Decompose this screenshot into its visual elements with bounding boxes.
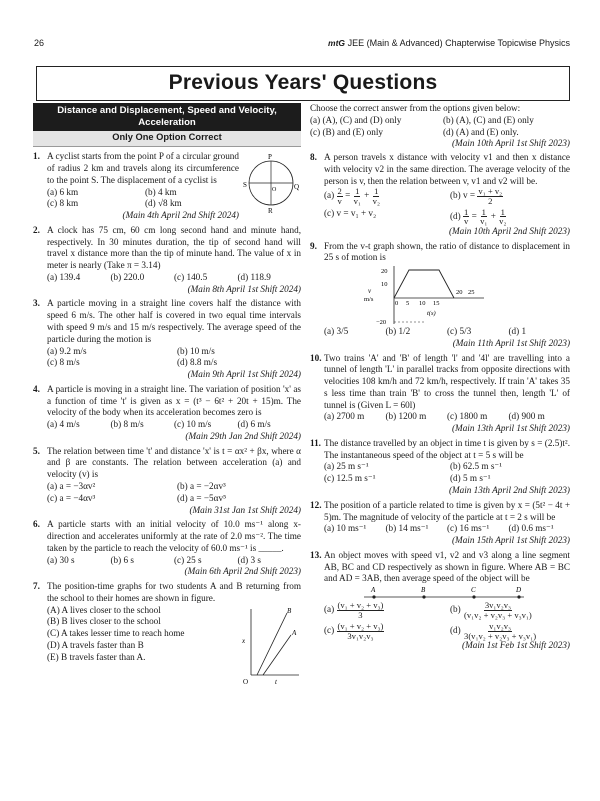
section-subheading: Only One Option Correct bbox=[33, 131, 301, 147]
options bbox=[47, 187, 237, 211]
option-c: (c) (B) and (E) only bbox=[310, 126, 383, 137]
question-9 bbox=[310, 241, 570, 350]
option-b: (b) a = −2αv³ bbox=[177, 480, 226, 491]
line-a-label: A bbox=[292, 628, 297, 637]
point-s-label: S bbox=[243, 181, 247, 190]
option-a: (a) 6 km bbox=[47, 186, 79, 197]
option-a: (a) 2700 m bbox=[324, 411, 365, 422]
option-d: (d) a = −5αv⁵ bbox=[177, 492, 227, 503]
x-axis-label: x bbox=[242, 636, 246, 645]
x-tick-20: 20 bbox=[456, 289, 463, 297]
position-time-graph bbox=[239, 605, 301, 685]
question-text: A particle starts with an initial velocity of 10.0 ms⁻¹ along x-direction and accelerates uniformly at the rate of 2.0 ms⁻². The time taken by the particle to reach the velocity of 60.0 ms⁻¹ is _____. bbox=[47, 519, 301, 553]
option-d: (d) 118.9 bbox=[237, 271, 271, 282]
option-b: (b) 62.5 m s⁻¹ bbox=[450, 461, 503, 472]
question-number: 13. bbox=[310, 549, 322, 560]
question-number: 7. bbox=[33, 581, 40, 592]
option-c: (c) 1800 m bbox=[447, 411, 488, 422]
y-tick-20: 20 bbox=[381, 268, 388, 276]
question-source: (Main 10th April 1st Shift 2023) bbox=[452, 138, 570, 149]
right-column bbox=[310, 103, 570, 655]
question-8 bbox=[310, 152, 570, 237]
question-source: (Main 6th April 2nd Shift 2023) bbox=[184, 566, 301, 577]
options bbox=[324, 411, 570, 423]
line-b-label: B bbox=[287, 606, 292, 615]
x-tick-25: 25 bbox=[468, 289, 475, 297]
option-b: (b) 14 ms⁻¹ bbox=[385, 523, 429, 534]
option-d: (d) 0.6 ms⁻¹ bbox=[508, 523, 554, 534]
options bbox=[324, 601, 570, 640]
question-number: 3. bbox=[33, 298, 40, 309]
question-4 bbox=[33, 384, 301, 443]
question-1 bbox=[33, 151, 301, 222]
point-p-label: P bbox=[268, 153, 272, 162]
question-text: A particle is moving in a straight line. The variation of position 'x' as a function of time 't' is given as x = (t³ − 6t² + 20t + 15)m. The velocity of the body when its acceleration becomes zero is bbox=[47, 383, 301, 418]
x-tick-15: 15 bbox=[433, 300, 440, 308]
option-a: (a) 139.4 bbox=[47, 271, 81, 282]
point-d-label: D bbox=[516, 586, 522, 595]
option-d: (d) 1 bbox=[508, 326, 527, 337]
choose-instruction: Choose the correct answer from the options given below: bbox=[310, 103, 521, 113]
question-text: An object moves with speed v1, v2 and v3 along a line segment AB, BC and CD respectively as shown in figure. Where AB = BC and AD = 3AB, then average speed of the object will be bbox=[324, 549, 570, 584]
point-a-label: A bbox=[371, 586, 376, 595]
option-c: (c) a = −4αv³ bbox=[47, 492, 96, 503]
option-c: (c) 8 m/s bbox=[47, 357, 80, 368]
option-a: (a) 9.2 m/s bbox=[47, 345, 87, 356]
question-text: The position-time graphs for two students A and B returning from the school to their homes are shown in figure. bbox=[47, 581, 301, 603]
section-heading: Distance and Displacement, Speed and Velocity, Acceleration bbox=[33, 103, 301, 131]
options bbox=[324, 187, 570, 225]
point-c-label: C bbox=[471, 586, 476, 595]
option-a: (a) 10 ms⁻¹ bbox=[324, 523, 367, 534]
question-text: Two trains 'A' and 'B' of length 'l' and '4l' are travelling into a tunnel of length 'L' in parallel tracks from opposite directions with velocities 108 km/h and 72 km/h, respectively. If train 'A' takes 35 s less time than train 'B' to cross the tunnel then, length 'L' of tunnel is (Given L = 60l) bbox=[324, 352, 570, 410]
question-text: From the v-t graph shown, the ratio of distance to displacement in 25 s of motion is bbox=[324, 240, 570, 263]
question-source: (Main 29th Jan 2nd Shift 2024) bbox=[185, 430, 301, 441]
x-tick-0: 0 bbox=[395, 300, 399, 308]
question-source: (Main 9th April 1st Shift 2024) bbox=[187, 369, 301, 380]
option-a: (a) 25 m s⁻¹ bbox=[324, 461, 369, 472]
option-d: (d) 5 m s⁻¹ bbox=[450, 473, 491, 484]
question-3 bbox=[33, 298, 301, 380]
option-a: (a) 3/5 bbox=[324, 326, 349, 337]
option-c: (c) 140.5 bbox=[174, 271, 208, 282]
center-o-label: O bbox=[272, 187, 277, 194]
option-d: (d) 6 m/s bbox=[237, 419, 271, 430]
question-text: A clock has 75 cm, 60 cm long second hand and minute hand, respectively. In 30 minutes duration, the tip of second hand will travel x distance more than the tip of minute hand. The value of x in meter is nearly (Take π = 3.14) bbox=[47, 224, 301, 271]
question-7 bbox=[33, 581, 301, 685]
option-c: (c) 12.5 m s⁻¹ bbox=[324, 473, 376, 484]
q7-continuation bbox=[310, 103, 570, 150]
question-number: 1. bbox=[33, 151, 40, 162]
question-source: (Main 13th April 2nd Shift 2023) bbox=[448, 484, 570, 495]
book-title: JEE (Main & Advanced) Chapterwise Topicwise Physics bbox=[347, 38, 570, 48]
question-number: 10. bbox=[310, 352, 322, 363]
question-number: 6. bbox=[33, 519, 40, 530]
statement-c: (C) A takes lesser time to reach home bbox=[47, 628, 185, 639]
question-source: (Main 11th April 1st Shift 2023) bbox=[452, 337, 570, 348]
question-text: A particle moving in a straight line covers half the distance with speed 6 m/s. The other half is covered in two equal time intervals with speed 9 m/s and 15 m/s respectively. The average speed of the particle during the motion is bbox=[47, 298, 301, 344]
option-b: (b) $\frac{\text{3v₁v₂v₃}}{\text{(v₁v₂ + v₂v₃ + v₃v₁)}}$ bbox=[450, 600, 532, 620]
option-d: (d) (A) and (E) only. bbox=[443, 126, 519, 137]
option-c: (c) v = v₁ + v₂ bbox=[324, 207, 377, 218]
option-d: (d) 8.8 m/s bbox=[177, 357, 218, 368]
option-b: (b) 220.0 bbox=[110, 271, 145, 282]
option-a: (a) $\frac{\text{(v₁ + v₂ + v₃)}}{3}$ bbox=[324, 600, 384, 620]
line-segment-figure bbox=[334, 585, 554, 601]
statement-e: (E) B travels faster than A. bbox=[47, 651, 146, 662]
t-axis-label: t bbox=[275, 677, 277, 685]
page-number: 26 bbox=[34, 38, 45, 48]
vt-graph bbox=[364, 264, 514, 326]
question-number: 4. bbox=[33, 383, 40, 394]
x-tick-5: 5 bbox=[406, 300, 410, 308]
option-c: (c) 5/3 bbox=[447, 326, 472, 337]
option-a: (a) 30 s bbox=[47, 554, 75, 565]
question-number: 2. bbox=[33, 224, 40, 235]
point-r-label: R bbox=[268, 207, 273, 214]
option-a: (a) (A), (C) and (D) only bbox=[310, 114, 402, 125]
option-b: (b) 1/2 bbox=[385, 326, 411, 337]
circle-figure bbox=[243, 151, 301, 213]
question-text: The position of a particle related to time is given by x = (5t² − 4t + 5)m. The magnitude of velocity of the particle at t = 2 s will be bbox=[324, 499, 570, 522]
question-12 bbox=[310, 500, 570, 547]
option-b: (b) 10 m/s bbox=[177, 345, 215, 356]
options bbox=[47, 419, 301, 431]
question-source: (Main 10th April 2nd Shift 2023) bbox=[448, 225, 570, 236]
option-c: (c) $\frac{\text{(v₁ + v₂ + v₃)}}{\text{3v₁v₂v₃}}$ bbox=[324, 621, 384, 641]
option-c: (c) 25 s bbox=[174, 554, 202, 565]
option-c: (c) 16 ms⁻¹ bbox=[447, 523, 490, 534]
question-10 bbox=[310, 353, 570, 435]
question-5 bbox=[33, 446, 301, 517]
question-source: (Main 1st Feb 1st Shift 2023) bbox=[462, 640, 570, 651]
question-source: (Main 4th April 2nd Shift 2024) bbox=[122, 210, 239, 221]
question-2 bbox=[33, 225, 301, 296]
point-b-label: B bbox=[421, 586, 426, 595]
question-number: 12. bbox=[310, 499, 322, 510]
option-d: (d) $\frac{\text{v₁v₂v₃}}{\text{3(v₁v₂ + v₂v₃ + v₃v₁)}}$ bbox=[450, 621, 537, 641]
option-d: (d) √8 km bbox=[145, 198, 182, 209]
statement-d: (D) A travels faster than B bbox=[47, 639, 144, 650]
brand-logo: mtG bbox=[328, 38, 346, 48]
page-header bbox=[34, 38, 570, 52]
question-text: A person travels x distance with velocity v1 and then x distance with velocity v2 in the same direction. The average velocity of the person is v, then the relation between v, v1 and v2 will be. bbox=[324, 152, 570, 186]
option-c: (c) 8 km bbox=[47, 198, 79, 209]
question-number: 5. bbox=[33, 445, 40, 456]
option-a: (a) 4 m/s bbox=[47, 419, 80, 430]
option-b: (b) 1200 m bbox=[385, 411, 427, 422]
options bbox=[324, 523, 570, 535]
running-header bbox=[328, 38, 570, 50]
option-b: (b) 8 m/s bbox=[110, 419, 144, 430]
statement-b: (B) B lives closer to the school bbox=[47, 616, 161, 627]
question-text: The distance travelled by an object in time t is given by s = (2.5)t². The instantaneous speed of the object at t = 5 s will be bbox=[324, 437, 570, 460]
v-axis-label: v bbox=[368, 287, 372, 296]
option-b: (b) 4 km bbox=[145, 186, 177, 197]
question-number: 8. bbox=[310, 152, 317, 163]
y-tick-10: 10 bbox=[381, 281, 388, 289]
question-source: (Main 13th April 1st Shift 2023) bbox=[452, 423, 570, 434]
origin-label: O bbox=[243, 677, 249, 685]
question-text: The relation between time 't' and distance 'x' is t = αx² + βx, where α and β are constants. The relation between acceleration (a) and velocity (v) is bbox=[47, 445, 301, 480]
option-a: (a) $\frac{2}{v}$ = $\frac{1}{\text{v₁}}$ + $\frac{1}{\text{v₂}}$ bbox=[324, 186, 380, 206]
question-13 bbox=[310, 550, 570, 652]
option-b: (b) v = $\frac{\text{v₁ + v₂}}{2}$ bbox=[450, 186, 503, 206]
options bbox=[47, 272, 301, 284]
option-d: (d) $\frac{1}{v}$ = $\frac{1}{\text{v₁}}$ + $\frac{1}{\text{v₂}}$ bbox=[450, 206, 507, 227]
options bbox=[310, 115, 570, 139]
x-tick-10: 10 bbox=[419, 300, 426, 308]
v-unit-label: m/s bbox=[364, 296, 374, 304]
question-text: A cyclist starts from the point P of a circular ground of radius 2 km and travels along its circumference to the point S. The displacement of a cyclist is bbox=[47, 151, 239, 185]
options bbox=[47, 346, 301, 370]
statement-a: (A) A lives closer to the school bbox=[47, 604, 161, 615]
options bbox=[324, 326, 570, 338]
page-title: Previous Years' Questions bbox=[36, 66, 570, 101]
question-11 bbox=[310, 438, 570, 497]
option-a: (a) a = −3αv² bbox=[47, 480, 96, 491]
option-c: (c) 10 m/s bbox=[174, 419, 212, 430]
point-q-label: Q bbox=[294, 183, 300, 192]
question-source: (Main 31st Jan 1st Shift 2024) bbox=[189, 504, 301, 515]
option-d: (d) 900 m bbox=[508, 411, 545, 422]
option-b: (b) (A), (C) and (E) only bbox=[443, 114, 534, 125]
left-column bbox=[33, 103, 301, 685]
question-source: (Main 15th April 1st Shift 2023) bbox=[452, 535, 570, 546]
question-number: 11. bbox=[310, 437, 321, 448]
t-axis-label: t(s) bbox=[427, 310, 436, 318]
options bbox=[47, 481, 301, 505]
options bbox=[324, 461, 570, 485]
question-source: (Main 8th April 1st Shift 2024) bbox=[187, 283, 301, 294]
option-b: (b) 6 s bbox=[110, 554, 134, 565]
option-d: (d) 3 s bbox=[237, 554, 261, 565]
options bbox=[47, 555, 301, 567]
question-number: 9. bbox=[310, 240, 317, 251]
y-tick-neg20: −20 bbox=[376, 319, 387, 327]
question-6 bbox=[33, 519, 301, 578]
